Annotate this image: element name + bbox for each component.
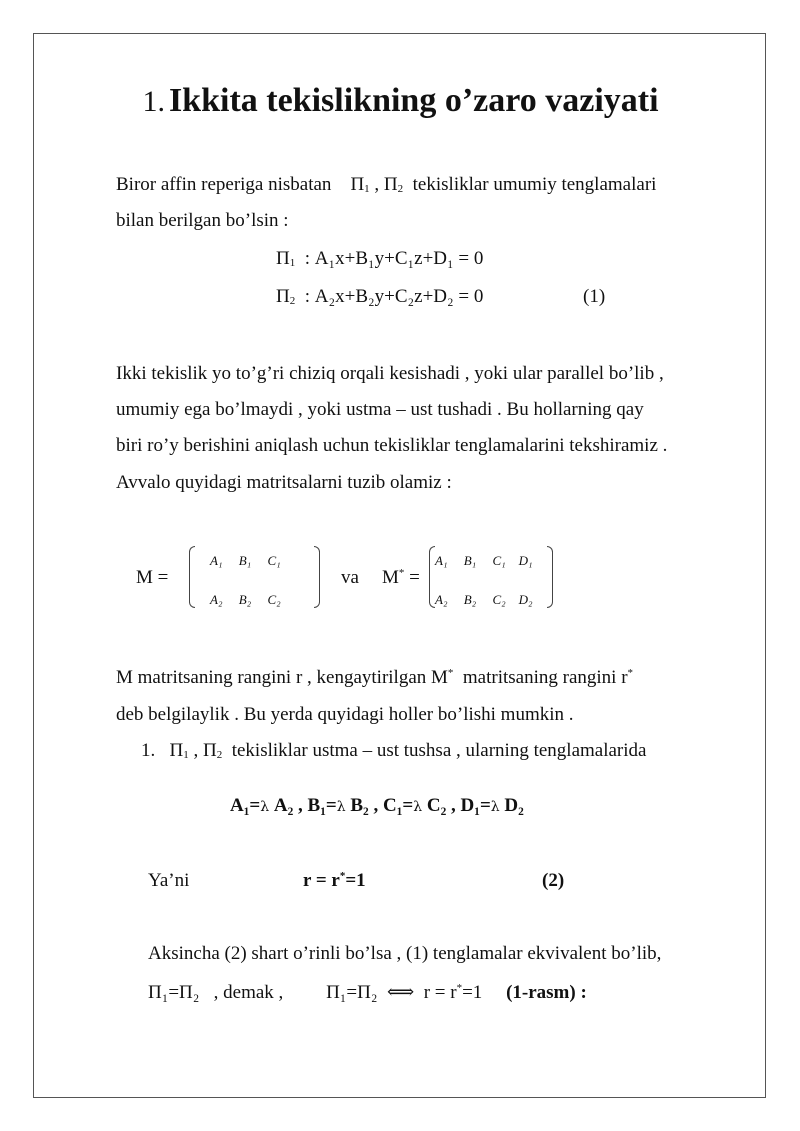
rank-line-2: deb belgilaylik . Bu yerda quyidagi holler bo’lishi mumkin . [116,704,574,725]
paragraph-line-2: umumiy ega bo’lmaydi , yoki ustma – ust tushadi . Bu hollarning qay [116,399,644,420]
page-frame [33,33,766,1098]
ms-d2: D₂ [518,592,533,607]
conclusion-demak: , demak , [213,982,284,1003]
rank-line-1: M matritsaning rangini r , kengaytirilgan M* matritsaning rangini r* [116,667,634,688]
ms-b1: B₁ [463,553,477,568]
lambda-2: λ [336,799,346,815]
intro-text-b: tekisliklar umumiy tenglamalari [412,174,657,195]
equation-1 [276,248,483,270]
rank-text-b: matritsaning rangini r [462,667,628,688]
lambda-1: λ [260,799,270,815]
conclusion-line-1: Aksincha (2) shart o’rinli bo’lsa , (1) tenglamalar ekvivalent bo’lib, [148,943,662,964]
m-a1: A₁ [210,553,223,568]
intro-text-a: Biror affin reperiga nisbatan [116,174,332,195]
conclusion-r-a: r = r [423,982,457,1003]
rank-eq-a: r = r [303,870,340,891]
case-1-number: 1. [141,740,156,761]
ms-d1: D₁ [518,553,533,568]
paragraph-line-4: Avvalo quyidagi matritsalarni tuzib olamiz : [116,472,452,493]
rank-eq-b: =1 [345,870,366,891]
figure-reference: (1-rasm) : [506,982,587,1003]
conclusion-eq-a: Π₁=Π₂ [148,982,200,1003]
ms-c1: C₁ [492,553,506,568]
matrix-mstar-row-1 [435,553,533,569]
intro-line-2: bilan berilgan bo’lsin : [116,210,289,231]
lambda-3: λ [413,799,423,815]
prop-d1: C₂ , D₁= [426,795,491,816]
mstar-m: M [382,567,399,588]
matrix-mstar-right-paren [547,546,553,608]
eq1-plane: $\Pi_1$ [276,248,296,269]
matrix-mstar-label [382,567,420,589]
ms-a2: A₂ [435,592,448,607]
conclusion-r-b: =1 [462,982,483,1003]
equation-2 [276,286,483,308]
m-c2: C₂ [267,592,281,607]
paragraph-line-1: Ikki tekislik yo to’g’ri chiziq orqali kesishadi , yoki ular parallel bo’lib , [116,363,664,384]
matrix-m-right-paren [314,546,320,608]
rank-equality: r = r*=1 [303,870,366,891]
prop-d2: D₂ [504,795,524,816]
intro-line-1: Biror affin reperiga nisbatan $\Pi_1$ , $\Pi_2$ tekisliklar umumiy tenglamalari [116,174,657,195]
ms-b2: B₂ [463,592,477,607]
conclusion-eq-b: Π₁=Π₂ [326,982,378,1003]
prop-c1: B₂ , C₁= [350,795,414,816]
mstar-equals: = [409,567,420,588]
m-a2: A₂ [210,592,223,607]
prop-a1: A₁= [230,795,261,816]
rank-text-a: M matritsaning rangini r , kengaytirilgan M [116,667,448,688]
plane-symbol-1: $\Pi_1$ [350,174,370,195]
m-c1: C₁ [267,553,281,568]
matrix-mstar-row-2 [435,592,533,608]
m-b2: B₂ [238,592,252,607]
eq2-body: : A₂x+B₂y+C₂z+D₂ = 0 [304,286,484,307]
eq2-plane: $\Pi_2$ [276,286,296,307]
page-title [34,82,767,120]
matrix-m-label: M = [136,567,169,588]
case-1 [141,740,646,762]
word-va: va [341,567,359,588]
ms-a1: A₁ [435,553,448,568]
ms-c2: C₂ [492,592,506,607]
matrix-m-left-paren [189,546,195,608]
eq1-body: : A₁x+B₁y+C₁z+D₁ = 0 [304,248,484,269]
equation-number-1: (1) [583,286,606,307]
matrix-m-row-1 [210,553,281,569]
paragraph-line-3: biri ro’y berishini aniqlash uchun tekisliklar tenglamalarini tekshiramiz . [116,435,668,456]
case-1-text: tekisliklar ustma – ust tushsa , ularning tenglamalarida [231,740,647,761]
conclusion-line-2: Π₁=Π₂ , demak , Π₁=Π₂ ⟺ r = r*=1 (1-rasm) : [148,982,587,1003]
yani-label: Ya’ni [148,870,190,891]
case-1-planes: $\Pi_1$ , $\Pi_2$ [169,740,223,761]
proportion-formula [230,795,524,817]
prop-b1: A₂ , B₁= [273,795,337,816]
title-text: Ikkita tekislikning o’zaro vaziyati [168,82,659,119]
title-number: 1. [142,85,165,118]
equation-number-2: (2) [542,870,565,891]
equivalence-arrow: ⟺ [386,982,415,1003]
lambda-4: λ [490,799,500,815]
plane-symbol-2: $\Pi_2$ [383,174,404,195]
matrix-m-row-2 [210,592,281,608]
mstar-star: * [398,567,405,579]
m-b1: B₁ [238,553,252,568]
